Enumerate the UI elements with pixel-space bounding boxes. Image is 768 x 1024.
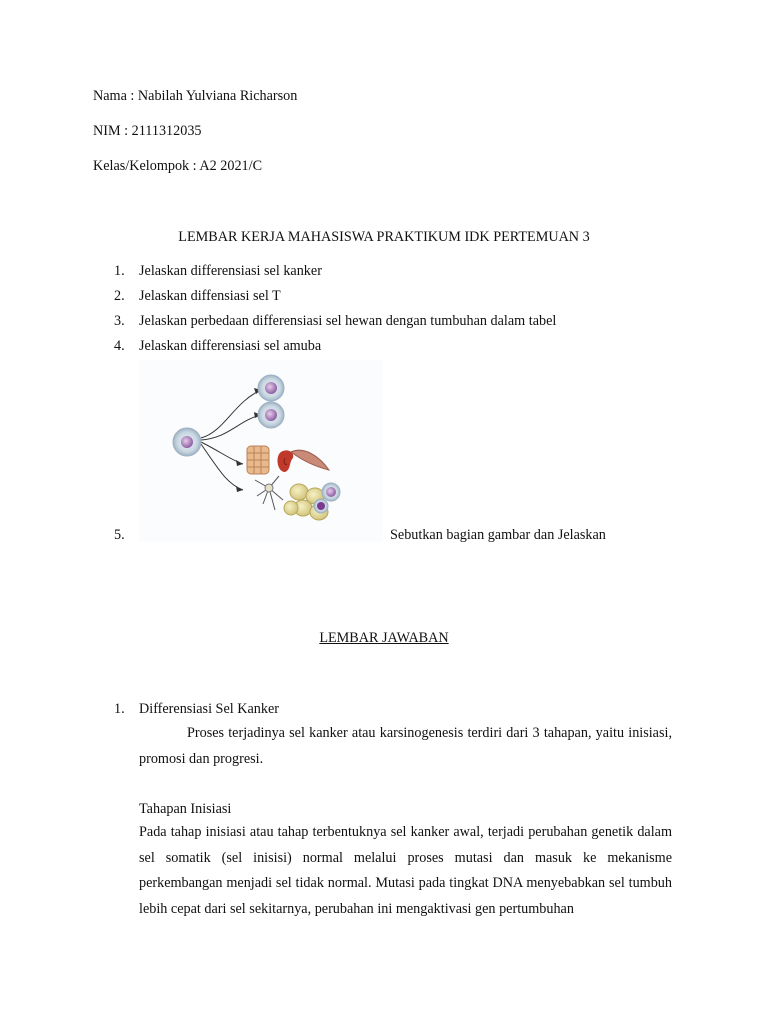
student-class: Kelas/Kelompok : A2 2021/C bbox=[93, 158, 263, 174]
student-name: Nama : Nabilah Yulviana Richarson bbox=[93, 88, 298, 104]
question-text: Jelaskan perbedaan differensiasi sel hewan dengan tumbuhan dalam tabel bbox=[139, 313, 557, 329]
question-number: 5. bbox=[114, 527, 125, 543]
worksheet-title: LEMBAR KERJA MAHASISWA PRAKTIKUM IDK PERTEMUAN 3 bbox=[178, 229, 590, 245]
cell-differentiation-figure bbox=[139, 360, 383, 542]
answer-subheading: Tahapan Inisiasi bbox=[139, 801, 232, 817]
question-text: Jelaskan differensiasi sel kanker bbox=[139, 263, 322, 279]
answer-number: 1. bbox=[114, 701, 125, 717]
answer-intro-paragraph: Proses terjadinya sel kanker atau karsinogenesis terdiri dari 3 tahapan, yaitu inisiasi, promosi dan progresi. bbox=[139, 725, 672, 767]
answer-sheet-title bbox=[0, 629, 768, 647]
question-text: Sebutkan bagian gambar dan Jelaskan bbox=[390, 527, 606, 543]
question-number: 1. bbox=[114, 263, 125, 279]
answer-body-paragraph: Pada tahap inisiasi atau tahap terbentuknya sel kanker awal, terjadi perubahan genetik dalam sel somatik (sel inisisi) normal melalui proses mutasi dan masuk ke mekanisme perkembangan menjadi sel tidak normal. Mutasi pada tingkat DNA menyebabkan sel tumbuh lebih cepat dari sel sekitarnya, perubahan ini mengaktivasi gen pertumbuhan bbox=[139, 824, 672, 917]
question-number: 4. bbox=[114, 338, 125, 354]
question-text: Jelaskan differensiasi sel amuba bbox=[139, 338, 322, 354]
question-number: 3. bbox=[114, 313, 125, 329]
question-text: Jelaskan diffensiasi sel T bbox=[139, 288, 281, 304]
answer-sheet-title-text: LEMBAR JAWABAN bbox=[319, 630, 449, 646]
question-number: 2. bbox=[114, 288, 125, 304]
student-nim: NIM : 2111312035 bbox=[93, 123, 202, 139]
answer-heading: Differensiasi Sel Kanker bbox=[139, 701, 279, 717]
cell-differentiation-diagram-icon bbox=[139, 360, 383, 542]
